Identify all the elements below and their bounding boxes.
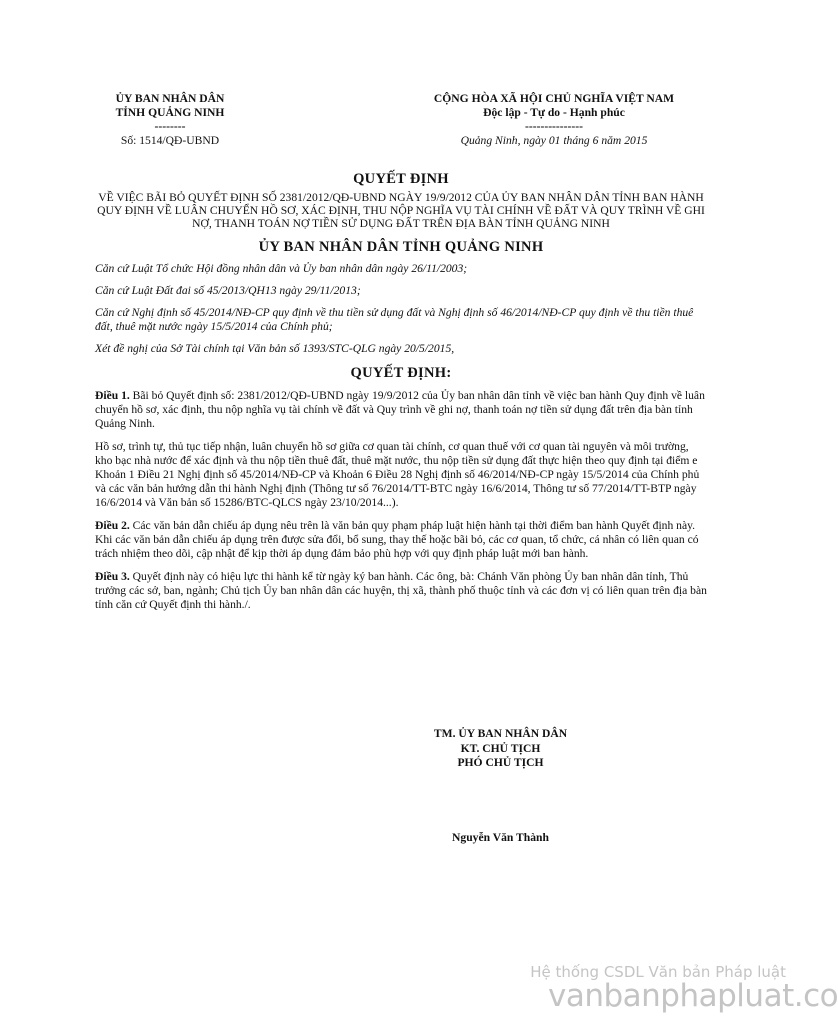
watermark-caption: Hệ thống CSDL Văn bản Pháp luật xyxy=(530,963,786,981)
document-number: Số: 1514/QĐ-UBND xyxy=(120,134,220,147)
basis-item: Xét đề nghị của Sở Tài chính tại Văn bản số 1393/STC-QLG ngày 20/5/2015, xyxy=(95,342,455,355)
article-3 xyxy=(95,570,707,612)
issuing-authority-block xyxy=(85,92,255,148)
motto: Độc lập - Tự do - Hạnh phúc xyxy=(483,106,625,119)
article-3-label: Điều 3. xyxy=(95,570,130,583)
issuer-separator: -------- xyxy=(154,120,186,133)
signature-line2: KT. CHỦ TỊCH xyxy=(460,741,541,755)
signer-name: Nguyễn Văn Thành xyxy=(452,831,549,844)
basis-item: Căn cứ Luật Tổ chức Hội đồng nhân dân và Ủy ban nhân dân ngày 26/11/2003; xyxy=(95,262,468,275)
country-name: CỘNG HÒA XÃ HỘI CHỦ NGHĨA VIỆT NAM xyxy=(433,92,675,105)
article-3-text: Quyết định này có hiệu lực thi hành kể từ ngày ký ban hành. Các ông, bà: Chánh Văn phòng Ủy ban nhân dân tỉnh, Thủ trưởng các sở, ban, ngành; Chủ tịch Ủy ban nhân dân các huyện, thị xã, thành phố thuộc tỉnh và các đơn vị có liên quan trên địa bàn tỉnh căn cứ Quyết định thi hành./. xyxy=(95,570,707,611)
signature-line3: PHÓ CHỦ TỊCH xyxy=(457,756,544,769)
document-subtitle: VỀ VIỆC BÃI BỎ QUYẾT ĐỊNH SỐ 2381/2012/QĐ-UBND NGÀY 19/9/2012 CỦA ỦY BAN NHÂN DÂN TỈNH BAN HÀNH QUY ĐỊNH VỀ LUÂN CHUYỂN HỒ SƠ, XÁC ĐỊNH, THU NỘP NGHĨA VỤ TÀI CHÍNH VỀ ĐẤT VÀ QUY TRÌNH VỀ GHI NỢ, THANH TOÁN NỢ TIỀN SỬ DỤNG ĐẤT TRÊN ĐỊA BÀN TỈNH QUẢNG NINH xyxy=(97,191,705,230)
signature-block xyxy=(418,727,583,771)
motto-separator: --------------- xyxy=(525,120,583,133)
authority-heading: ỦY BAN NHÂN DÂN TỈNH QUẢNG NINH xyxy=(258,239,544,255)
place-date: Quảng Ninh, ngày 01 tháng 6 năm 2015 xyxy=(460,134,648,147)
article-2-label: Điều 2. xyxy=(95,519,130,532)
document-page xyxy=(95,92,707,612)
signature-line1: TM. ỦY BAN NHÂN DÂN xyxy=(433,727,568,740)
watermark-site: vanbanphapluat.co xyxy=(548,978,838,1014)
document-title: QUYẾT ĐỊNH xyxy=(353,171,449,187)
article-1-text: Bãi bỏ Quyết định số: 2381/2012/QĐ-UBND ngày 19/9/2012 của Ủy ban nhân dân tỉnh về việc ban hành Quy định về luân chuyển hồ sơ, xác định, thu nộp nghĩa vụ tài chính về đất và Quy trình về ghi nợ, thanh toán nợ tiền sử dụng đất trên địa bàn tỉnh Quảng Ninh. xyxy=(95,389,705,430)
article-2 xyxy=(95,519,707,561)
legal-basis xyxy=(95,262,707,356)
national-motto-block xyxy=(389,92,719,148)
decision-body xyxy=(95,389,707,612)
decision-heading: QUYẾT ĐỊNH: xyxy=(350,365,452,381)
issuer-line2: TỈNH QUẢNG NINH xyxy=(115,106,225,119)
document-header xyxy=(95,92,707,148)
basis-item: Căn cứ Luật Đất đai số 45/2013/QH13 ngày 29/11/2013; xyxy=(95,284,361,297)
basis-item: Căn cứ Nghị định số 45/2014/NĐ-CP quy định về thu tiền sử dụng đất và Nghị định số 46/2014/NĐ-CP quy định về thu tiền thuê đất, thuê mặt nước ngày 15/5/2014 của Chính phủ; xyxy=(95,306,694,333)
article-1 xyxy=(95,389,707,431)
issuer-line1: ỦY BAN NHÂN DÂN xyxy=(115,92,225,105)
article-1-note: Hồ sơ, trình tự, thủ tục tiếp nhận, luân chuyển hồ sơ giữa cơ quan tài chính, cơ quan thuế với cơ quan tài nguyên và môi trường, kho bạc nhà nước để xác định và thu nộp tiền thuê đất, thuê mặt nước, thu nộp tiền sử dụng đất thực hiện theo quy định tại điểm e Khoản 1 Điều 21 Nghị định số 45/2014/NĐ-CP và Khoản 6 Điều 28 Nghị định số 46/2014/NĐ-CP ngày 15/5/2014 của Chính phủ và các văn bản hướng dẫn thi hành Nghị định (Thông tư số 76/2014/TT-BTC ngày 16/6/2014, Thông tư số 77/2014/TT-BTP ngày 16/6/2014 và Văn bản số 15286/BTC-QLCS ngày 23/10/2014...). xyxy=(95,440,700,509)
article-2-text: Các văn bản dẫn chiếu áp dụng nêu trên là văn bản quy phạm pháp luật hiện hành tại thời điểm ban hành Quyết định này. Khi các văn bản dẫn chiếu áp dụng trên được sửa đổi, bổ sung, thay thế hoặc bãi bỏ, các cơ quan, tổ chức, cá nhân có liên quan có trách nhiệm theo dõi, cập nhật để kịp thời áp dụng đảm bảo phù hợp với quy định pháp luật mới ban hành. xyxy=(95,519,699,560)
article-1-label: Điều 1. xyxy=(95,389,130,402)
